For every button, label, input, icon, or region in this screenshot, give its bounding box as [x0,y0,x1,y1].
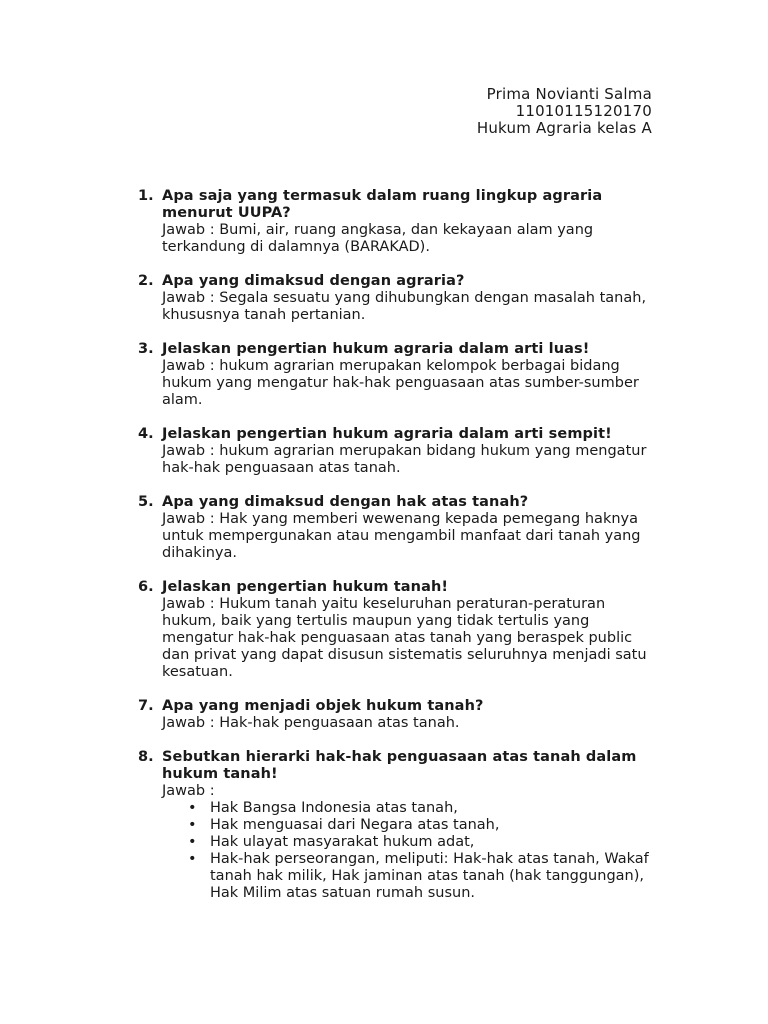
bullet-icon: • [188,800,197,816]
question-number: 6. [138,579,154,595]
answer-text: Jawab : Bumi, air, ruang angkasa, dan kekayaan alam yang terkandung di dalamnya (BARAKAD). [162,222,594,255]
list-item-text: Hak ulayat masyarakat hukum adat, [210,834,475,850]
author-name: Prima Novianti Salma [486,85,652,103]
question-number: 5. [138,494,154,510]
question-item-1 [138,188,658,256]
answer-text: Jawab : Hak-hak penguasaan atas tanah. [162,715,460,731]
question-number: 2. [138,273,154,289]
bullet-icon: • [188,834,197,850]
bullet-icon: • [188,851,197,867]
question-item-3 [138,341,658,409]
question-number: 8. [138,749,154,765]
question-number: 4. [138,426,154,442]
student-id: 11010115120170 [515,102,652,120]
question-item-8 [138,749,658,902]
list-item [186,834,658,851]
question-number: 3. [138,341,154,357]
list-item [186,851,658,902]
answer-text: Jawab : [162,783,215,799]
question-list [138,188,658,919]
answer-text: Jawab : hukum agrarian merupakan kelompok berbagai bidang hukum yang mengatur hak-hak penguasaan atas sumber-sumber alam. [162,358,639,408]
hierarchy-list [162,800,658,902]
question-text: Jelaskan pengertian hukum tanah! [162,579,449,595]
list-item-text: Hak Bangsa Indonesia atas tanah, [210,800,458,816]
question-text: Jelaskan pengertian hukum agraria dalam arti sempit! [162,426,612,442]
answer-text: Jawab : Hak yang memberi wewenang kepada pemegang haknya untuk mempergunakan atau mengambil manfaat dari tanah yang dihakinya. [162,511,641,561]
question-text: Apa yang dimaksud dengan hak atas tanah? [162,494,529,510]
question-item-4 [138,426,658,477]
question-item-5 [138,494,658,562]
question-text: Apa yang dimaksud dengan agraria? [162,273,465,289]
author-header [477,86,652,137]
question-number: 1. [138,188,154,204]
answer-text: Jawab : Segala sesuatu yang dihubungkan dengan masalah tanah, khususnya tanah pertanian. [162,290,647,323]
question-number: 7. [138,698,154,714]
question-text: Jelaskan pengertian hukum agraria dalam arti luas! [162,341,590,357]
question-text: Apa saja yang termasuk dalam ruang lingkup agraria menurut UUPA? [162,188,603,221]
question-text: Apa yang menjadi objek hukum tanah? [162,698,484,714]
question-item-7 [138,698,658,732]
list-item-text: Hak-hak perseorangan, meliputi: Hak-hak atas tanah, Wakaf tanah hak milik, Hak jaminan atas tanah (hak tanggungan), Hak Milim atas satuan rumah susun. [210,851,649,901]
list-item-text: Hak menguasai dari Negara atas tanah, [210,817,500,833]
question-item-6 [138,579,658,681]
question-item-2 [138,273,658,324]
answer-text: Jawab : hukum agrarian merupakan bidang hukum yang mengatur hak-hak penguasaan atas tanah. [162,443,647,476]
answer-text: Jawab : Hukum tanah yaitu keseluruhan peraturan-peraturan hukum, baik yang tertulis maupun yang tidak tertulis yang mengatur hak-hak penguasaan atas tanah yang beraspek public dan privat yang dapat disusun sistematis seluruhnya menjadi satu kesatuan. [162,596,647,680]
course-name: Hukum Agraria kelas A [476,119,652,137]
list-item [186,817,658,834]
question-text: Sebutkan hierarki hak-hak penguasaan atas tanah dalam hukum tanah! [162,749,637,782]
bullet-icon: • [188,817,197,833]
list-item [186,800,658,817]
